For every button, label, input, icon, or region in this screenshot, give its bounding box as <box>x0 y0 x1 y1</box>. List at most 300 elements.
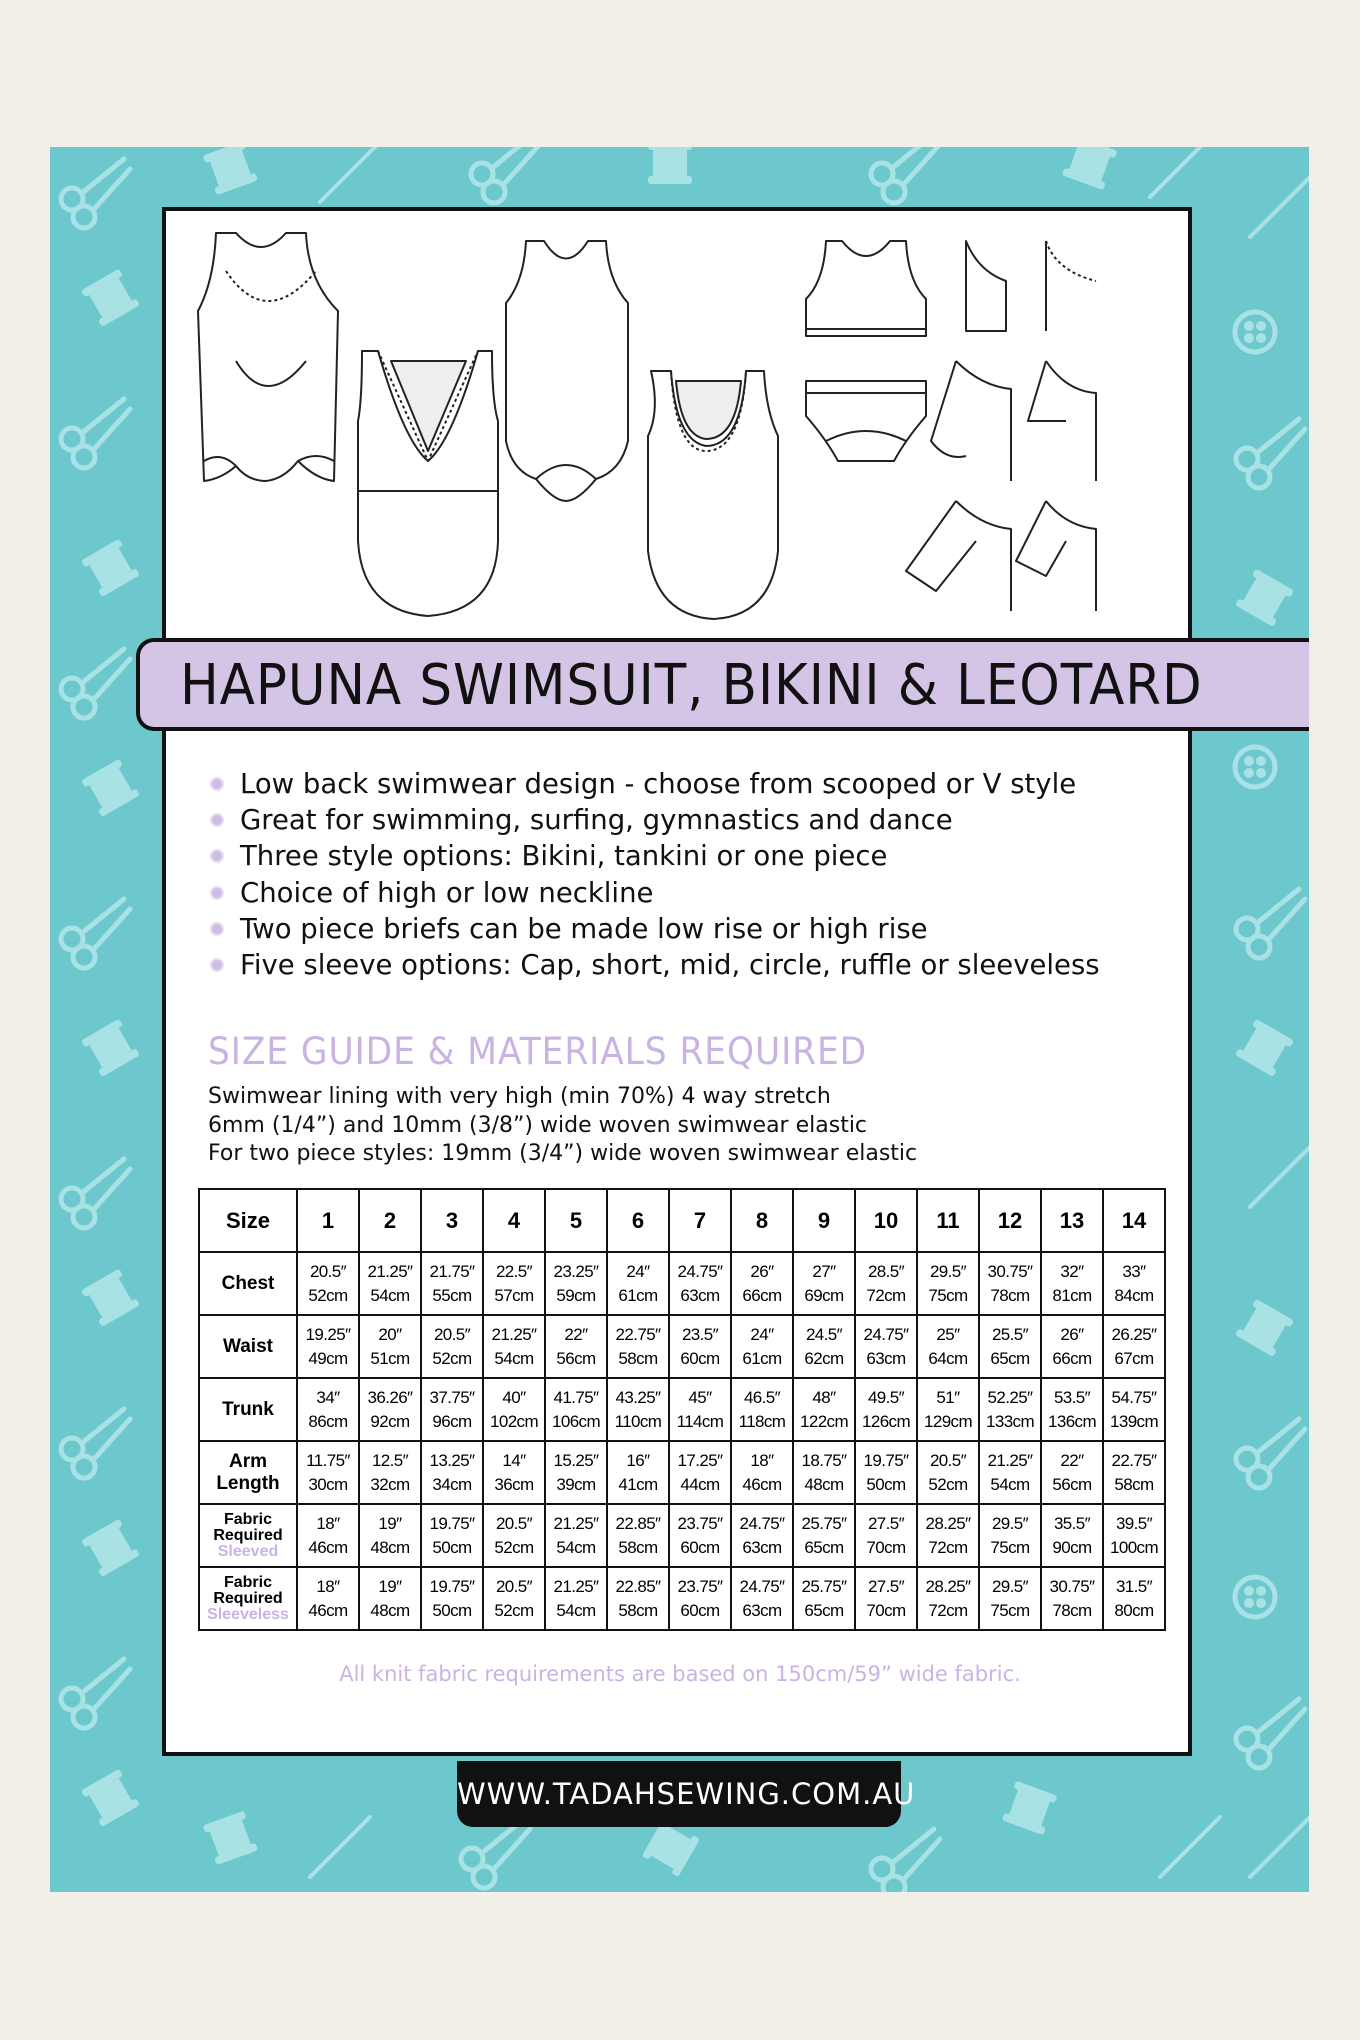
cm-value: 78cm <box>1052 1600 1092 1620</box>
cm-value: 65cm <box>804 1600 844 1620</box>
cm-value: 75cm <box>990 1600 1030 1620</box>
measurement-cell <box>917 1252 979 1315</box>
cm-value: 54cm <box>370 1285 410 1305</box>
inch-value: 35.5″ <box>1053 1513 1091 1533</box>
cm-value: 46cm <box>308 1537 348 1557</box>
measurement-cell <box>731 1378 793 1441</box>
inch-value: 30.75″ <box>1049 1576 1095 1596</box>
measurement-cell <box>731 1504 793 1567</box>
measurement-cell <box>1103 1378 1165 1441</box>
website-link[interactable]: WWW.TADAHSEWING.COM.AU <box>457 1777 916 1811</box>
measurement-cell <box>731 1315 793 1378</box>
measurement-cell <box>731 1567 793 1630</box>
cm-value: 52cm <box>494 1600 534 1620</box>
size-header-cell: 14 <box>1103 1189 1165 1252</box>
size-header-cell: 11 <box>917 1189 979 1252</box>
inch-value: 27.5″ <box>867 1513 905 1533</box>
inch-value: 21.25″ <box>553 1576 599 1596</box>
size-chart-table <box>198 1188 1166 1631</box>
size-header-cell: 6 <box>607 1189 669 1252</box>
measurement-cell <box>483 1504 545 1567</box>
cm-value: 80cm <box>1114 1600 1154 1620</box>
measurement-cell <box>855 1252 917 1315</box>
inch-value: 54.75″ <box>1111 1387 1157 1407</box>
measurement-cell <box>483 1567 545 1630</box>
row-label: Arm Length <box>216 1450 280 1494</box>
cm-value: 139cm <box>1109 1411 1159 1431</box>
inch-value: 18″ <box>750 1450 774 1470</box>
cm-value: 61cm <box>742 1348 782 1368</box>
cm-value: 58cm <box>618 1600 658 1620</box>
inch-value: 26″ <box>1060 1324 1084 1344</box>
measurement-cell <box>731 1252 793 1315</box>
inch-value: 19.25″ <box>305 1324 351 1344</box>
measurement-cell <box>669 1441 731 1504</box>
bikini-bottom-illustration <box>806 381 926 461</box>
measurement-cell <box>297 1378 359 1441</box>
measurement-cell <box>421 1567 483 1630</box>
cm-value: 54cm <box>556 1537 596 1557</box>
inch-value: 26.25″ <box>1111 1324 1157 1344</box>
measurement-cell <box>669 1378 731 1441</box>
size-header-cell: 13 <box>1041 1189 1103 1252</box>
sleeve-options-illustration <box>906 241 1096 611</box>
cm-value: 46cm <box>308 1600 348 1620</box>
measurement-cell <box>297 1315 359 1378</box>
measurement-cell <box>979 1504 1041 1567</box>
row-label-cell <box>199 1378 297 1441</box>
measurement-cell <box>1103 1441 1165 1504</box>
measurement-cell <box>607 1504 669 1567</box>
cm-value: 72cm <box>866 1285 906 1305</box>
cm-value: 106cm <box>551 1411 601 1431</box>
cm-value: 49cm <box>308 1348 348 1368</box>
inch-value: 20″ <box>378 1324 402 1344</box>
measurement-cell <box>421 1504 483 1567</box>
size-header-cell: 4 <box>483 1189 545 1252</box>
measurement-cell <box>669 1252 731 1315</box>
cm-value: 54cm <box>556 1600 596 1620</box>
inch-value: 25″ <box>936 1324 960 1344</box>
measurement-cell <box>917 1378 979 1441</box>
inch-value: 31.5″ <box>1115 1576 1153 1596</box>
measurement-cell <box>1103 1504 1165 1567</box>
measurement-cell <box>731 1441 793 1504</box>
row-sublabel: Sleeveless <box>207 1605 289 1623</box>
inch-value: 27″ <box>812 1261 836 1281</box>
feature-item: Low back swimwear design - choose from scooped or V style <box>208 766 1100 802</box>
inch-value: 15.25″ <box>553 1450 599 1470</box>
measurement-cell <box>421 1315 483 1378</box>
cm-value: 60cm <box>680 1537 720 1557</box>
cm-value: 92cm <box>370 1411 410 1431</box>
bullet-icon <box>210 813 224 827</box>
inch-value: 36.26″ <box>367 1387 413 1407</box>
inch-value: 45″ <box>688 1387 712 1407</box>
cm-value: 69cm <box>804 1285 844 1305</box>
cm-value: 96cm <box>432 1411 472 1431</box>
measurement-cell <box>855 1315 917 1378</box>
feature-list <box>208 766 1100 983</box>
cm-value: 56cm <box>556 1348 596 1368</box>
row-label: Fabric Required <box>213 1573 283 1607</box>
inch-value: 23.25″ <box>553 1261 599 1281</box>
cm-value: 118cm <box>738 1411 786 1431</box>
measurement-cell <box>855 1441 917 1504</box>
inch-value: 24.75″ <box>863 1324 909 1344</box>
measurement-cell <box>359 1378 421 1441</box>
measurement-cell <box>793 1315 855 1378</box>
cm-value: 63cm <box>680 1285 720 1305</box>
inch-value: 29.5″ <box>991 1513 1029 1533</box>
measurement-cell <box>421 1378 483 1441</box>
inch-value: 21.25″ <box>491 1324 537 1344</box>
cm-value: 58cm <box>618 1537 658 1557</box>
swimsuit-front-illustration <box>506 241 628 501</box>
measurement-row <box>199 1504 1165 1567</box>
size-label-cell: Size <box>199 1189 297 1252</box>
measurement-cell <box>793 1441 855 1504</box>
inch-value: 19″ <box>378 1513 402 1533</box>
cm-value: 122cm <box>799 1411 849 1431</box>
row-label: Fabric Required <box>213 1510 283 1544</box>
inch-value: 34″ <box>316 1387 340 1407</box>
measurement-cell <box>979 1567 1041 1630</box>
cm-value: 84cm <box>1114 1285 1154 1305</box>
swimsuit-scoop-back-illustration <box>648 371 778 619</box>
swimsuit-back-v-illustration <box>358 351 498 616</box>
inch-value: 21.25″ <box>367 1261 413 1281</box>
cm-value: 63cm <box>866 1348 906 1368</box>
measurement-cell <box>917 1315 979 1378</box>
inch-value: 20.5″ <box>495 1513 533 1533</box>
cm-value: 34cm <box>432 1474 472 1494</box>
row-label: Chest <box>221 1272 275 1294</box>
measurement-cell <box>607 1252 669 1315</box>
inch-value: 20.5″ <box>309 1261 347 1281</box>
measurement-cell <box>793 1252 855 1315</box>
measurement-cell <box>855 1504 917 1567</box>
cm-value: 50cm <box>432 1600 472 1620</box>
measurement-cell <box>855 1567 917 1630</box>
measurement-cell <box>793 1567 855 1630</box>
inch-value: 19.75″ <box>429 1576 475 1596</box>
measurement-cell <box>607 1378 669 1441</box>
inch-value: 24.75″ <box>739 1513 785 1533</box>
row-label-cell <box>199 1315 297 1378</box>
measurement-row <box>199 1315 1165 1378</box>
cm-value: 39cm <box>556 1474 596 1494</box>
measurement-cell <box>855 1378 917 1441</box>
inch-value: 22″ <box>1060 1450 1084 1470</box>
website-tab[interactable] <box>457 1761 916 1827</box>
inch-value: 20.5″ <box>929 1450 967 1470</box>
cm-value: 56cm <box>1052 1474 1092 1494</box>
size-header-cell: 7 <box>669 1189 731 1252</box>
row-sublabel: Sleeved <box>217 1542 279 1560</box>
measurement-cell <box>669 1504 731 1567</box>
title-banner <box>136 638 1309 731</box>
right-pattern-column <box>1235 177 1309 1877</box>
cm-value: 41cm <box>618 1474 658 1494</box>
bullet-icon <box>210 849 224 863</box>
cm-value: 66cm <box>742 1285 782 1305</box>
measurement-cell <box>1103 1315 1165 1378</box>
inch-value: 28.5″ <box>867 1261 905 1281</box>
inch-value: 22″ <box>564 1324 588 1344</box>
inch-value: 24.75″ <box>739 1576 785 1596</box>
inch-value: 48″ <box>812 1387 836 1407</box>
size-header-cell: 10 <box>855 1189 917 1252</box>
measurement-cell <box>979 1441 1041 1504</box>
feature-item: Choice of high or low neckline <box>208 875 1100 911</box>
measurement-cell <box>297 1441 359 1504</box>
inch-value: 24″ <box>750 1324 774 1344</box>
size-header-cell: 3 <box>421 1189 483 1252</box>
cm-value: 54cm <box>990 1474 1030 1494</box>
cm-value: 32cm <box>370 1474 410 1494</box>
inch-value: 22.5″ <box>495 1261 533 1281</box>
cm-value: 65cm <box>990 1348 1030 1368</box>
cm-value: 57cm <box>494 1285 534 1305</box>
row-label-cell <box>199 1252 297 1315</box>
cm-value: 58cm <box>618 1348 658 1368</box>
inch-value: 25.5″ <box>991 1324 1029 1344</box>
bikini-top-illustration <box>806 241 926 336</box>
measurement-cell <box>359 1567 421 1630</box>
inch-value: 14″ <box>502 1450 526 1470</box>
row-label-cell <box>199 1441 297 1504</box>
inch-value: 39.5″ <box>1115 1513 1153 1533</box>
left-pattern-column <box>61 159 140 1827</box>
cm-value: 114cm <box>676 1411 724 1431</box>
cm-value: 30cm <box>308 1474 348 1494</box>
measurement-cell <box>917 1504 979 1567</box>
cm-value: 63cm <box>742 1600 782 1620</box>
measurement-cell <box>297 1252 359 1315</box>
size-header-cell: 2 <box>359 1189 421 1252</box>
inch-value: 52.25″ <box>987 1387 1033 1407</box>
measurement-cell <box>607 1441 669 1504</box>
cm-value: 36cm <box>494 1474 534 1494</box>
materials-list <box>208 1083 917 1169</box>
cm-value: 67cm <box>1114 1348 1154 1368</box>
inch-value: 19″ <box>378 1576 402 1596</box>
measurement-cell <box>917 1567 979 1630</box>
measurement-cell <box>421 1252 483 1315</box>
inch-value: 12.5″ <box>371 1450 409 1470</box>
measurement-cell <box>359 1252 421 1315</box>
material-item: For two piece styles: 19mm (3/4”) wide woven swimwear elastic <box>208 1141 918 1166</box>
cm-value: 55cm <box>432 1285 472 1305</box>
size-header-cell: 9 <box>793 1189 855 1252</box>
measurement-row <box>199 1252 1165 1315</box>
inch-value: 22.75″ <box>615 1324 661 1344</box>
cm-value: 86cm <box>308 1411 348 1431</box>
inch-value: 26″ <box>750 1261 774 1281</box>
cm-value: 133cm <box>985 1411 1035 1431</box>
inch-value: 24″ <box>626 1261 650 1281</box>
inch-value: 51″ <box>936 1387 960 1407</box>
cm-value: 48cm <box>804 1474 844 1494</box>
measurement-cell <box>979 1315 1041 1378</box>
cm-value: 59cm <box>556 1285 596 1305</box>
inch-value: 22.85″ <box>615 1576 661 1596</box>
cm-value: 100cm <box>1109 1537 1159 1557</box>
material-item: 6mm (1/4”) and 10mm (3/8”) wide woven swimwear elastic <box>208 1112 868 1138</box>
measurement-cell <box>545 1378 607 1441</box>
inch-value: 30.75″ <box>987 1261 1033 1281</box>
cm-value: 65cm <box>804 1537 844 1557</box>
bullet-icon <box>210 922 224 936</box>
cm-value: 102cm <box>489 1411 539 1431</box>
row-label-cell <box>199 1504 297 1567</box>
cm-value: 51cm <box>370 1348 410 1368</box>
size-header-row <box>199 1189 1165 1252</box>
measurement-cell <box>1041 1252 1103 1315</box>
measurement-row <box>199 1567 1165 1630</box>
top-pattern-row <box>202 147 1210 203</box>
fabric-footnote: All knit fabric requirements are based on 150cm/59” wide fabric. <box>339 1662 1021 1686</box>
feature-item: Two piece briefs can be made low rise or high rise <box>208 911 1100 947</box>
size-header-cell: 8 <box>731 1189 793 1252</box>
cm-value: 61cm <box>618 1285 658 1305</box>
measurement-row <box>199 1441 1165 1504</box>
measurement-cell <box>669 1315 731 1378</box>
row-label-cell <box>199 1567 297 1630</box>
cm-value: 90cm <box>1052 1537 1092 1557</box>
bullet-icon <box>210 958 224 972</box>
size-header-cell: 1 <box>297 1189 359 1252</box>
inch-value: 29.5″ <box>991 1576 1029 1596</box>
inch-value: 40″ <box>502 1387 526 1407</box>
cm-value: 110cm <box>614 1411 662 1431</box>
measurement-cell <box>297 1504 359 1567</box>
cm-value: 52cm <box>928 1474 968 1494</box>
cm-value: 52cm <box>308 1285 348 1305</box>
cm-value: 50cm <box>866 1474 906 1494</box>
inch-value: 11.75″ <box>306 1450 350 1470</box>
cm-value: 60cm <box>680 1600 720 1620</box>
measurement-cell <box>669 1567 731 1630</box>
measurement-cell <box>607 1567 669 1630</box>
feature-item: Great for swimming, surfing, gymnastics and dance <box>208 802 1100 838</box>
inch-value: 43.25″ <box>615 1387 661 1407</box>
cm-value: 48cm <box>370 1537 410 1557</box>
inch-value: 22.85″ <box>615 1513 661 1533</box>
inch-value: 18″ <box>316 1576 340 1596</box>
pattern-title: HAPUNA SWIMSUIT, BIKINI & LEOTARD <box>180 653 1203 718</box>
inch-value: 20.5″ <box>433 1324 471 1344</box>
measurement-cell <box>483 1378 545 1441</box>
cm-value: 52cm <box>494 1537 534 1557</box>
inch-value: 22.75″ <box>1111 1450 1157 1470</box>
measurement-cell <box>1041 1378 1103 1441</box>
cm-value: 46cm <box>742 1474 782 1494</box>
swimsuit-back-scoop-illustration <box>198 233 338 481</box>
inch-value: 16″ <box>626 1450 650 1470</box>
measurement-cell <box>1041 1567 1103 1630</box>
inch-value: 25.75″ <box>801 1576 847 1596</box>
cm-value: 72cm <box>928 1537 968 1557</box>
measurement-cell <box>483 1315 545 1378</box>
cm-value: 75cm <box>928 1285 968 1305</box>
cm-value: 81cm <box>1052 1285 1092 1305</box>
measurement-cell <box>979 1252 1041 1315</box>
inch-value: 17.25″ <box>677 1450 723 1470</box>
inch-value: 19.75″ <box>429 1513 475 1533</box>
inch-value: 24.75″ <box>677 1261 723 1281</box>
measurement-cell <box>545 1504 607 1567</box>
inch-value: 24.5″ <box>805 1324 843 1344</box>
cm-value: 78cm <box>990 1285 1030 1305</box>
inch-value: 41.75″ <box>553 1387 599 1407</box>
inch-value: 29.5″ <box>929 1261 967 1281</box>
measurement-cell <box>545 1252 607 1315</box>
cm-value: 58cm <box>1114 1474 1154 1494</box>
inch-value: 32″ <box>1060 1261 1084 1281</box>
cm-value: 48cm <box>370 1600 410 1620</box>
inch-value: 37.75″ <box>429 1387 475 1407</box>
feature-item: Three style options: Bikini, tankini or one piece <box>208 838 1100 874</box>
cm-value: 63cm <box>742 1537 782 1557</box>
inch-value: 13.25″ <box>429 1450 475 1470</box>
cm-value: 126cm <box>861 1411 911 1431</box>
measurement-cell <box>1041 1315 1103 1378</box>
measurement-cell <box>1041 1504 1103 1567</box>
inch-value: 18″ <box>316 1513 340 1533</box>
measurement-cell <box>1103 1252 1165 1315</box>
measurement-cell <box>607 1315 669 1378</box>
measurement-cell <box>297 1567 359 1630</box>
inch-value: 20.5″ <box>495 1576 533 1596</box>
measurement-cell <box>359 1441 421 1504</box>
measurement-cell <box>545 1441 607 1504</box>
measurement-cell <box>483 1441 545 1504</box>
inch-value: 23.75″ <box>677 1576 723 1596</box>
material-item: Swimwear lining with very high (min 70%) 4 way stretch <box>208 1084 831 1109</box>
row-label: Waist <box>223 1335 273 1357</box>
inch-value: 28.25″ <box>925 1513 971 1533</box>
measurement-cell <box>545 1315 607 1378</box>
inch-value: 25.75″ <box>801 1513 847 1533</box>
cm-value: 54cm <box>494 1348 534 1368</box>
measurement-cell <box>1103 1567 1165 1630</box>
inch-value: 28.25″ <box>925 1576 971 1596</box>
cm-value: 60cm <box>680 1348 720 1368</box>
cm-value: 70cm <box>866 1537 906 1557</box>
cm-value: 50cm <box>432 1537 472 1557</box>
inch-value: 33″ <box>1122 1261 1146 1281</box>
cm-value: 62cm <box>804 1348 844 1368</box>
bullet-icon <box>210 777 224 791</box>
inch-value: 46.5″ <box>743 1387 781 1407</box>
inch-value: 49.5″ <box>867 1387 905 1407</box>
cm-value: 44cm <box>680 1474 720 1494</box>
inch-value: 23.75″ <box>677 1513 723 1533</box>
inch-value: 19.75″ <box>863 1450 909 1470</box>
measurement-cell <box>979 1378 1041 1441</box>
inch-value: 21.25″ <box>987 1450 1033 1470</box>
inch-value: 18.75″ <box>801 1450 847 1470</box>
feature-item: Five sleeve options: Cap, short, mid, circle, ruffle or sleeveless <box>208 947 1100 983</box>
measurement-cell <box>917 1441 979 1504</box>
inch-value: 21.25″ <box>553 1513 599 1533</box>
cm-value: 70cm <box>866 1600 906 1620</box>
cm-value: 66cm <box>1052 1348 1092 1368</box>
cm-value: 52cm <box>432 1348 472 1368</box>
measurement-cell <box>1041 1441 1103 1504</box>
